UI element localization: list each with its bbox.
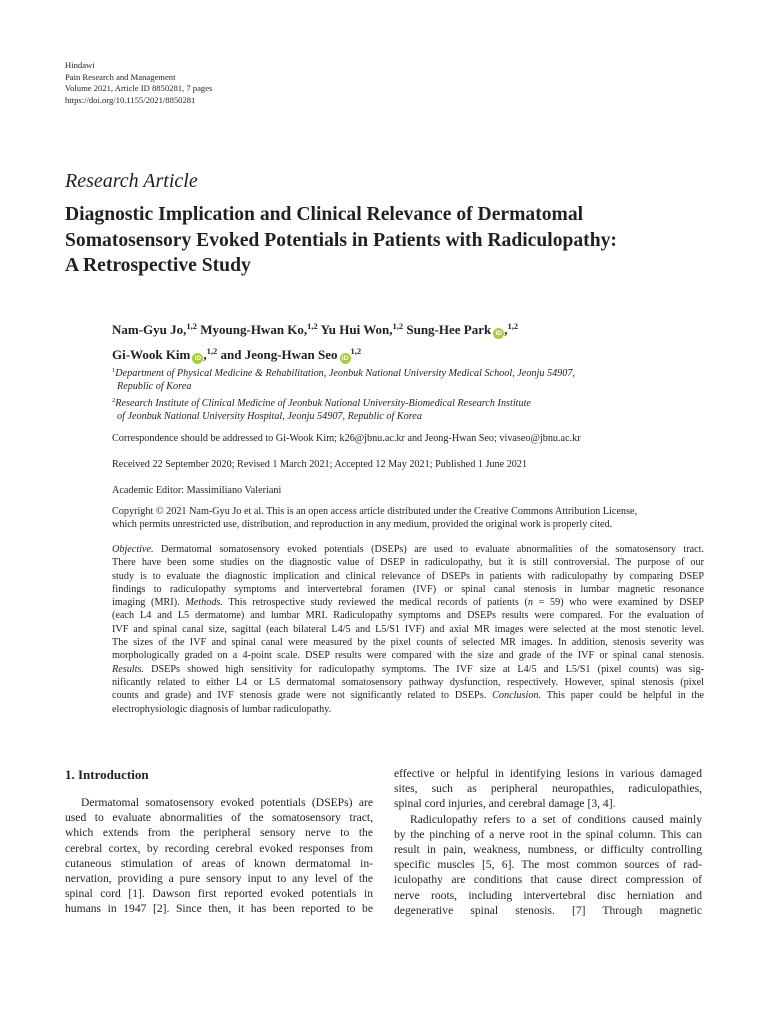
copyright-notice (112, 505, 702, 532)
author-list (112, 316, 518, 365)
body-line: spinal cord [1]. Dawson first reported evoked potentials in (65, 887, 373, 901)
affiliation-number: 1 (112, 367, 116, 374)
section-heading-introduction: 1. Introduction (65, 767, 149, 782)
title-line: Diagnostic Implication and Clinical Relevance of Dermatomal (65, 204, 584, 225)
conclusion-label: Conclusion. (492, 690, 542, 702)
results-label: Results. (112, 663, 144, 675)
body-line: sites, such as peripheral neuropathies, radiculopathies, (394, 782, 702, 796)
affiliation-text: Department of Physical Medicine & Rehabilitation, Jeonbuk National University Medical School, Jeonju 54907, (115, 368, 576, 379)
author-affiliation-sup: 1,2 (307, 321, 318, 331)
body-line: Dermatomal somatosensory evoked potentials (DSEPs) are (81, 796, 373, 809)
title-line: A Retrospective Study (65, 255, 251, 276)
publication-dates: Received 22 September 2020; Revised 1 March 2021; Accepted 12 May 2021; Published 1 June 2021 (112, 459, 528, 470)
abstract-line: counts and grade) and IVF stenosis grade were not significantly related to DSEPs. Conclusion. This paper could be helpful in the (112, 690, 704, 702)
author-name: and Jeong-Hwan Seo (220, 346, 338, 362)
body-line: humans in 1947 [2]. Since then, it has been reported to be (65, 902, 373, 916)
academic-editor: Academic Editor: Massimiliano Valeriani (112, 485, 282, 496)
abstract-line: findings to radiculopathy symptoms and intervertebral foramen (IVF) or spinal canal stenosis in lumbar magnetic resonance (112, 583, 704, 595)
abstract-line: nificantly related to either L4 or L5 dermatomal somatosensory pathway dysfunction, respectively. However, spinal stenosis (pixel (112, 676, 704, 688)
correspondence: Correspondence should be addressed to Gi-Wook Kim; k26@jbnu.ac.kr and Jeong-Hwan Seo; vivaseo@jbnu.ac.kr (112, 433, 581, 444)
orcid-icon[interactable]: iD (340, 353, 351, 364)
abstract-line: The sizes of the IVF and spinal canal were measured by the pixel counts of selected MR images. In addition, stenosis severity was (112, 637, 704, 649)
affiliation-1 (112, 364, 575, 380)
author-affiliation-sup: 1,2 (392, 321, 404, 331)
author-affiliation-sup: 1,2 (186, 321, 198, 331)
abstract-line: study is to evaluate the diagnostic implication and clinical relevance of DSEPs in patients with radiculopathy by comparing DSEP (112, 570, 704, 582)
body-line: result in pain, weakness, numbness, or difficulty controlling (394, 843, 702, 857)
doi-link[interactable]: https://doi.org/10.1155/2021/8850281 (65, 94, 196, 105)
abstract-line: Objective. Dermatomal somatosensory evoked potentials (DSEPs) are used to evaluate abnormalities of the somatosensory tract. (112, 544, 705, 555)
abstract-line: There have been some studies on the diagnostic value of DSEP in radiculopathy, but it is still controversial. The purpose of our (112, 557, 704, 569)
body-line: nerve roots, including intervertebral disc herniation and (394, 888, 702, 902)
body-line: nervation, providing a pure sensory input to any level of the (65, 872, 373, 886)
body-line: cerebral cortex, by recording cerebral evoked responses from (65, 841, 373, 855)
abstract-line: (each L4 and L5 dermatome) and lumbar MRI. Radiculopathy symptoms and DSEPs results were compared. For the evaluation of (112, 610, 704, 622)
abstract-line: imaging (MRI). Methods. This retrospective study reviewed the medical records of patients (n = 59) who were examined by DSEP (112, 597, 704, 609)
abstract-line: Results. DSEPs showed high sensitivity for radiculopathy symptoms. The IVF size at L4/5 and L5/S1 (pixel counts) was sig- (112, 663, 704, 675)
publisher-name: Hindawi (65, 60, 95, 70)
author-name: Sung-Hee Park (406, 322, 492, 337)
body-line: by the pinching of a nerve root in the spinal column. This can (394, 827, 702, 841)
abstract-line: IVF and spinal canal size, sagittal (each bilateral L4/5 and L5/S1 IVF) and axial MR images were selected at the most stenotic level. (112, 623, 704, 635)
body-line: which extends from the peripheral sensory nerve to the (65, 826, 373, 840)
author-name: Yu Hui Won, (320, 322, 393, 337)
body-line: degenerative spinal stenosis. [7] Through magnetic (394, 903, 702, 917)
author-line: Gi-Wook Kim iD ,$^{1,2}$ and Jeong-Hwan Seo iD$^{1,2}$ (112, 345, 362, 362)
author-name: Gi-Wook Kim (112, 346, 191, 362)
author-affiliation-sup: 1,2 (350, 345, 362, 356)
affiliation-number: 2 (112, 396, 116, 404)
journal-name: Pain Research and Management (65, 71, 176, 82)
body-line: effective or helpful in identifying lesions in various damaged (394, 767, 702, 780)
title-line: Somatosensory Evoked Potentials in Patients with Radiculopathy: (65, 229, 617, 251)
affiliation-1-cont: Republic of Korea (117, 381, 192, 393)
author-name: Myoung-Hwan Ko, (200, 322, 308, 337)
body-line: used to evaluate abnormalities of the somatosensory tract, (65, 811, 373, 825)
body-line: cutaneous stimulation of areas of known dermatomal in- (65, 856, 373, 870)
article-type: Research Article (65, 170, 198, 192)
body-line: spinal cord injuries, and cerebral damage [3, 4]. (394, 797, 616, 811)
author-affiliation-sup: 1,2 (206, 345, 218, 356)
body-line: specific muscles [5, 6]. The most common sources of rad- (394, 858, 702, 872)
volume-info: Volume 2021, Article ID 8850281, 7 pages (65, 83, 213, 93)
author-affiliation-sup: 1,2 (507, 321, 519, 331)
abstract (112, 543, 704, 716)
body-column-left (65, 795, 373, 917)
abstract-line: morphologically graded on a 4-point scale. DSEP results were compared with the size and grade of the IVF or spinal canal stenosis. (112, 650, 704, 662)
affiliations (112, 364, 575, 423)
affiliation-2 (112, 394, 575, 410)
orcid-icon[interactable]: iD (192, 353, 203, 364)
objective-label: Objective. (112, 544, 154, 555)
body-line: Radiculopathy refers to a set of conditions caused mainly (410, 812, 702, 826)
orcid-icon[interactable]: iD (493, 328, 504, 339)
copyright-line: which permits unrestricted use, distribution, and reproduction in any medium, provided the original work is properly cited. (112, 519, 613, 531)
copyright-line: Copyright © 2021 Nam-Gyu Jo et al. This is an open access article distributed under the Creative Commons Attribution License, (112, 506, 638, 517)
body-line: iculopathy are conditions that cause direct compression of (394, 873, 702, 887)
body-column-right (394, 766, 702, 918)
article-title (65, 202, 745, 279)
author-line: Nam-Gyu Jo,$^{1,2}$ Myoung-Hwan Ko,$^{1,2}$ Yu Hui Won,$^{1,2}$ Sung-Hee Park iD ,$^{1,2}$ (112, 321, 519, 337)
affiliation-2-cont: of Jeonbuk National University Hospital, Jeonju 54907, Republic of Korea (117, 410, 422, 422)
affiliation-text: Research Institute of Clinical Medicine of Jeonbuk National University-Biomedical Research Institute (115, 397, 531, 409)
methods-label: Methods. (185, 597, 223, 609)
author-name: Nam-Gyu Jo, (112, 322, 187, 337)
journal-masthead (65, 60, 212, 106)
abstract-line: electrophysiologic diagnosis of lumbar radiculopathy. (112, 703, 332, 715)
